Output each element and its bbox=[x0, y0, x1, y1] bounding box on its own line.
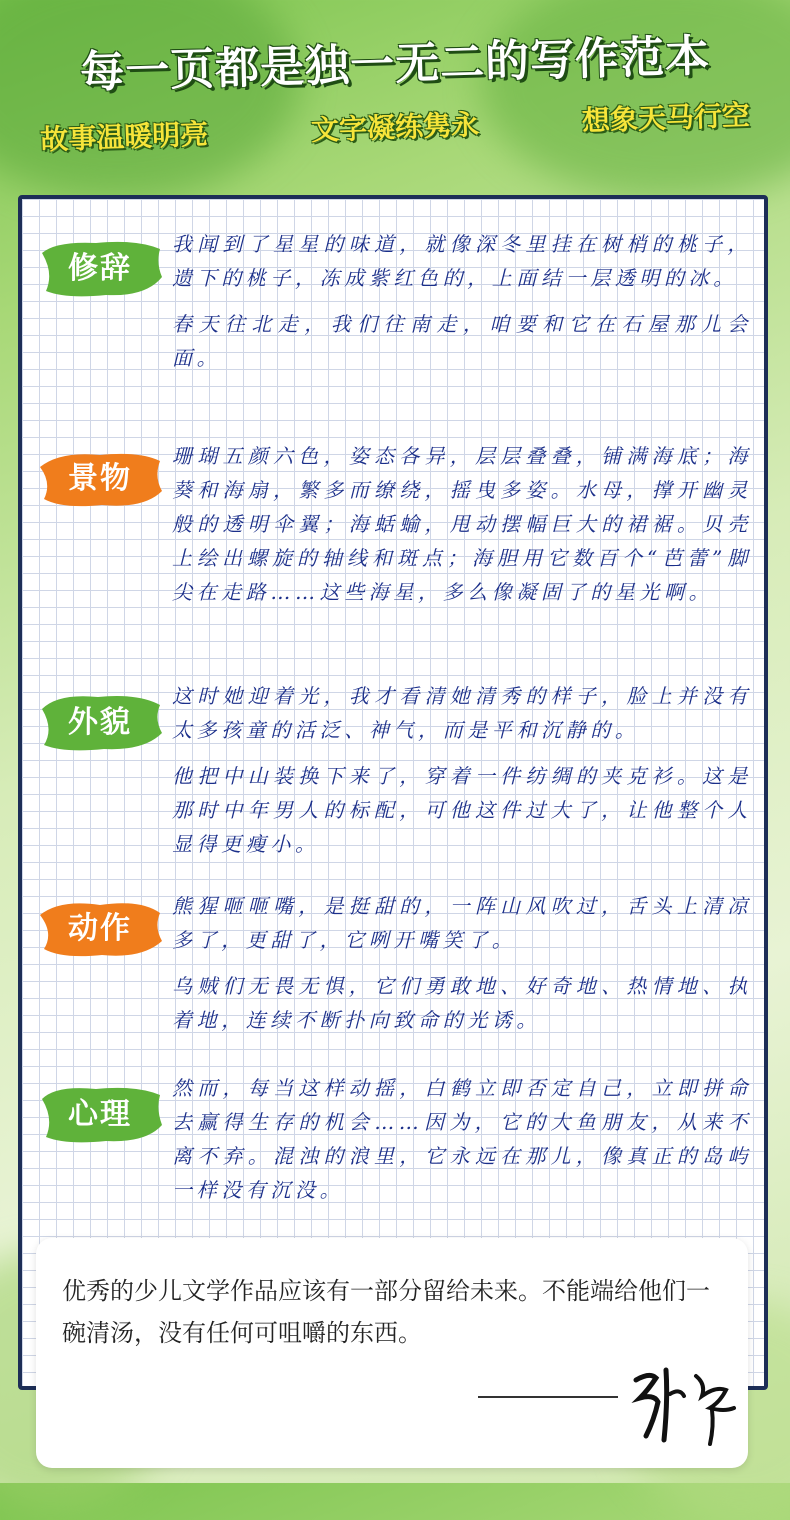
paragraph: 我闻到了星星的味道，就像深冬里挂在树梢的桃子，遗下的桃子，冻成紫红色的，上面结一层透明的冰。 bbox=[172, 232, 752, 290]
paragraph: 他把中山装换下来了，穿着一件纺绸的夹克衫。这是那时中年男人的标配，可他这件过大了，让他整个人显得更瘦小。 bbox=[172, 764, 752, 856]
section-label bbox=[36, 233, 164, 305]
section-label bbox=[36, 687, 164, 759]
paragraph: 春天往北走，我们往南走，咱要和它在石屋那儿会面。 bbox=[172, 312, 752, 370]
section-label bbox=[36, 443, 164, 515]
paragraph: 然而，每当这样动摇，白鹤立即否定自己，立即拼命去赢得生存的机会……因为，它的大鱼朋友，从来不离不弃。混浊的浪里，它永远在那儿，像真正的岛屿一样没有沉没。 bbox=[172, 1076, 752, 1202]
subtitle: 想象天马行空 bbox=[581, 98, 751, 138]
section-paragraphs bbox=[172, 439, 752, 621]
paragraph: 熊猩咂咂嘴，是挺甜的，一阵山风吹过，舌头上清凉多了，更甜了，它咧开嘴笑了。 bbox=[172, 894, 752, 952]
subtitle-row bbox=[40, 94, 751, 159]
section-paragraphs bbox=[172, 889, 752, 1049]
graph-paper bbox=[18, 195, 768, 1390]
subtitle: 故事温暖明亮 bbox=[39, 117, 209, 157]
section-label-text: 心理 bbox=[68, 1097, 132, 1132]
subtitle: 文字凝练隽永 bbox=[310, 108, 480, 147]
section-label-text: 景物 bbox=[68, 461, 132, 496]
signature-icon bbox=[626, 1350, 746, 1450]
section-label-text: 外貌 bbox=[68, 705, 132, 740]
section-label-text: 修辞 bbox=[68, 251, 132, 286]
quote-card bbox=[36, 1238, 748, 1468]
section-label-text: 动作 bbox=[68, 911, 132, 946]
paragraph: 珊瑚五颜六色，姿态各异，层层叠叠，铺满海底；海葵和海扇，繁多而缭绕，摇曳多姿。水母，撑开幽灵般的透明伞翼；海蛞蝓，甩动摆幅巨大的裙裾。贝壳上绘出螺旋的轴线和斑点；海胆用它数百个“芭蕾”脚尖在走路……这些海星，多么像凝固了的星光啊。 bbox=[172, 444, 752, 604]
section-paragraphs bbox=[172, 227, 752, 387]
quote-text: 优秀的少儿文学作品应该有一部分留给未来。不能端给他们一碗清汤，没有任何可咀嚼的东西。 bbox=[62, 1277, 710, 1347]
header bbox=[0, 0, 790, 195]
quote-dash bbox=[478, 1396, 618, 1398]
section-paragraphs bbox=[172, 679, 752, 873]
section-label bbox=[36, 893, 164, 965]
paragraph: 这时她迎着光，我才看清她清秀的样子，脸上并没有太多孩童的活泛、神气，而是平和沉静的。 bbox=[172, 684, 752, 742]
section-label bbox=[36, 1079, 164, 1151]
page-title: 每一页都是独一无二的写作范本 bbox=[79, 30, 711, 99]
paragraph: 乌贼们无畏无惧，它们勇敢地、好奇地、热情地、执着地，连续不断扑向致命的光诱。 bbox=[172, 974, 752, 1032]
section-paragraphs bbox=[172, 1071, 752, 1219]
